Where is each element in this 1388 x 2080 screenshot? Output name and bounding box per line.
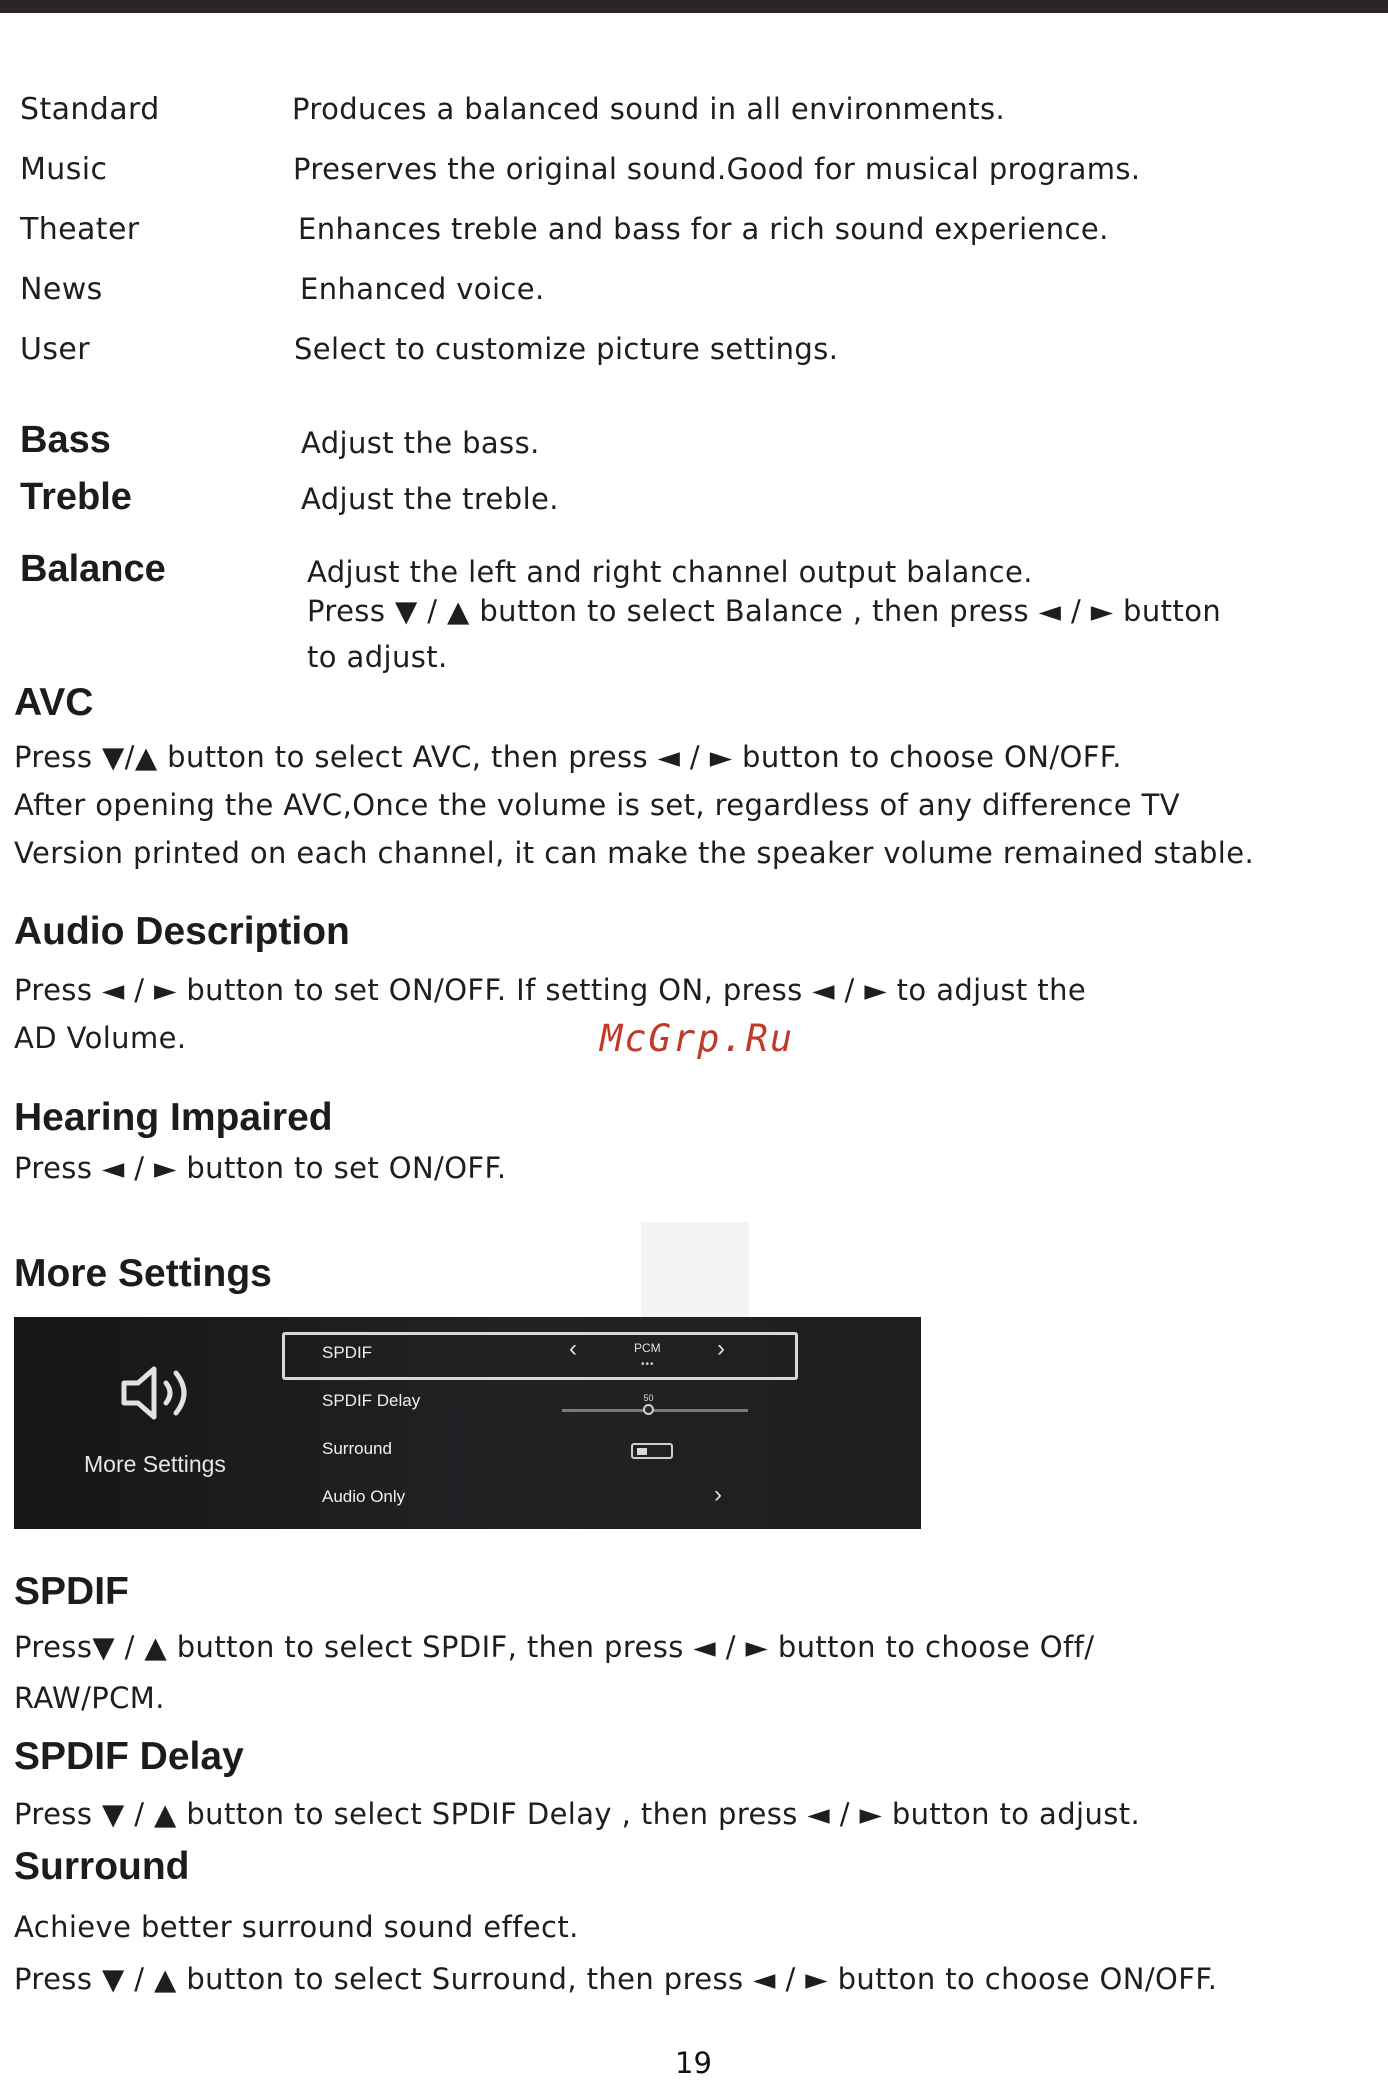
spdif-delay-slider-thumb[interactable] bbox=[643, 1404, 654, 1415]
treble-term: Treble bbox=[20, 476, 132, 518]
surround-toggle-knob bbox=[637, 1448, 647, 1455]
spdif-option-dots: ••• bbox=[641, 1359, 655, 1370]
surround-line-1: Achieve better surround sound effect. bbox=[14, 1910, 579, 1944]
mode-term-news: News bbox=[20, 272, 103, 307]
mode-desc-user: Select to customize picture settings. bbox=[294, 332, 839, 366]
chevron-left-icon[interactable]: ‹ bbox=[569, 1335, 577, 1362]
chevron-right-icon[interactable]: › bbox=[717, 1335, 725, 1362]
spdif-delay-value: 50 bbox=[643, 1393, 654, 1403]
spdif-delay-line-1: Press ▼ / ▲ button to select SPDIF Delay , then press ◄ / ► button to adjust. bbox=[14, 1797, 1141, 1831]
menu-item-audio-only[interactable]: Audio Only bbox=[322, 1487, 406, 1506]
page-number: 19 bbox=[675, 2046, 712, 2080]
more-settings-menu-screenshot bbox=[14, 1317, 921, 1529]
spdif-heading: SPDIF bbox=[14, 1570, 129, 1613]
menu-item-spdif-delay[interactable]: SPDIF Delay bbox=[322, 1391, 421, 1410]
mode-term-theater: Theater bbox=[20, 212, 140, 247]
mode-desc-music: Preserves the original sound.Good for musical programs. bbox=[293, 152, 1141, 186]
mode-term-music: Music bbox=[20, 152, 108, 187]
mode-desc-news: Enhanced voice. bbox=[300, 272, 545, 306]
audio-description-line-2: AD Volume. bbox=[14, 1021, 187, 1055]
speaker-icon bbox=[120, 1361, 200, 1425]
bass-term: Bass bbox=[20, 419, 111, 461]
mode-desc-theater: Enhances treble and bass for a rich sound experience. bbox=[298, 212, 1109, 246]
hearing-impaired-heading: Hearing Impaired bbox=[14, 1096, 333, 1139]
bass-desc: Adjust the bass. bbox=[301, 426, 540, 460]
more-settings-heading: More Settings bbox=[14, 1252, 272, 1295]
treble-desc: Adjust the treble. bbox=[301, 482, 559, 516]
surround-line-2: Press ▼ / ▲ button to select Surround, then press ◄ / ► button to choose ON/OFF. bbox=[14, 1962, 1218, 1996]
hearing-impaired-line-1: Press ◄ / ► button to set ON/OFF. bbox=[14, 1151, 507, 1185]
avc-heading: AVC bbox=[14, 681, 94, 724]
audio-description-heading: Audio Description bbox=[14, 910, 350, 953]
chevron-right-icon[interactable]: › bbox=[714, 1481, 722, 1508]
mode-term-standard: Standard bbox=[20, 92, 160, 127]
avc-line-1: Press ▼/▲ button to select AVC, then press ◄ / ► button to choose ON/OFF. bbox=[14, 740, 1122, 774]
top-bar bbox=[0, 0, 1388, 13]
mode-term-user: User bbox=[20, 332, 90, 367]
balance-line-2: Press ▼ / ▲ button to select Balance , then press ◄ / ► button bbox=[307, 594, 1222, 628]
avc-line-3: Version printed on each channel, it can make the speaker volume remained stable. bbox=[14, 836, 1255, 870]
balance-line-3: to adjust. bbox=[307, 640, 448, 674]
spdif-delay-slider-track[interactable] bbox=[562, 1409, 748, 1412]
menu-item-surround[interactable]: Surround bbox=[322, 1439, 392, 1458]
surround-heading: Surround bbox=[14, 1845, 190, 1888]
spdif-line-1: Press▼ / ▲ button to select SPDIF, then press ◄ / ► button to choose Off/ bbox=[14, 1630, 1095, 1664]
menu-panel-title: More Settings bbox=[84, 1451, 226, 1477]
audio-description-line-1: Press ◄ / ► button to set ON/OFF. If setting ON, press ◄ / ► to adjust the bbox=[14, 973, 1087, 1007]
spdif-value: PCM bbox=[634, 1341, 661, 1355]
faint-background-block bbox=[641, 1222, 749, 1318]
spdif-line-2: RAW/PCM. bbox=[14, 1681, 165, 1715]
spdif-delay-heading: SPDIF Delay bbox=[14, 1735, 244, 1778]
avc-line-2: After opening the AVC,Once the volume is set, regardless of any difference TV bbox=[14, 788, 1180, 822]
balance-term: Balance bbox=[20, 548, 166, 590]
watermark: McGrp.Ru bbox=[600, 1017, 795, 1060]
menu-item-spdif[interactable]: SPDIF bbox=[322, 1343, 373, 1362]
balance-line-1: Adjust the left and right channel output balance. bbox=[307, 555, 1033, 589]
mode-desc-standard: Produces a balanced sound in all environments. bbox=[292, 92, 1006, 126]
